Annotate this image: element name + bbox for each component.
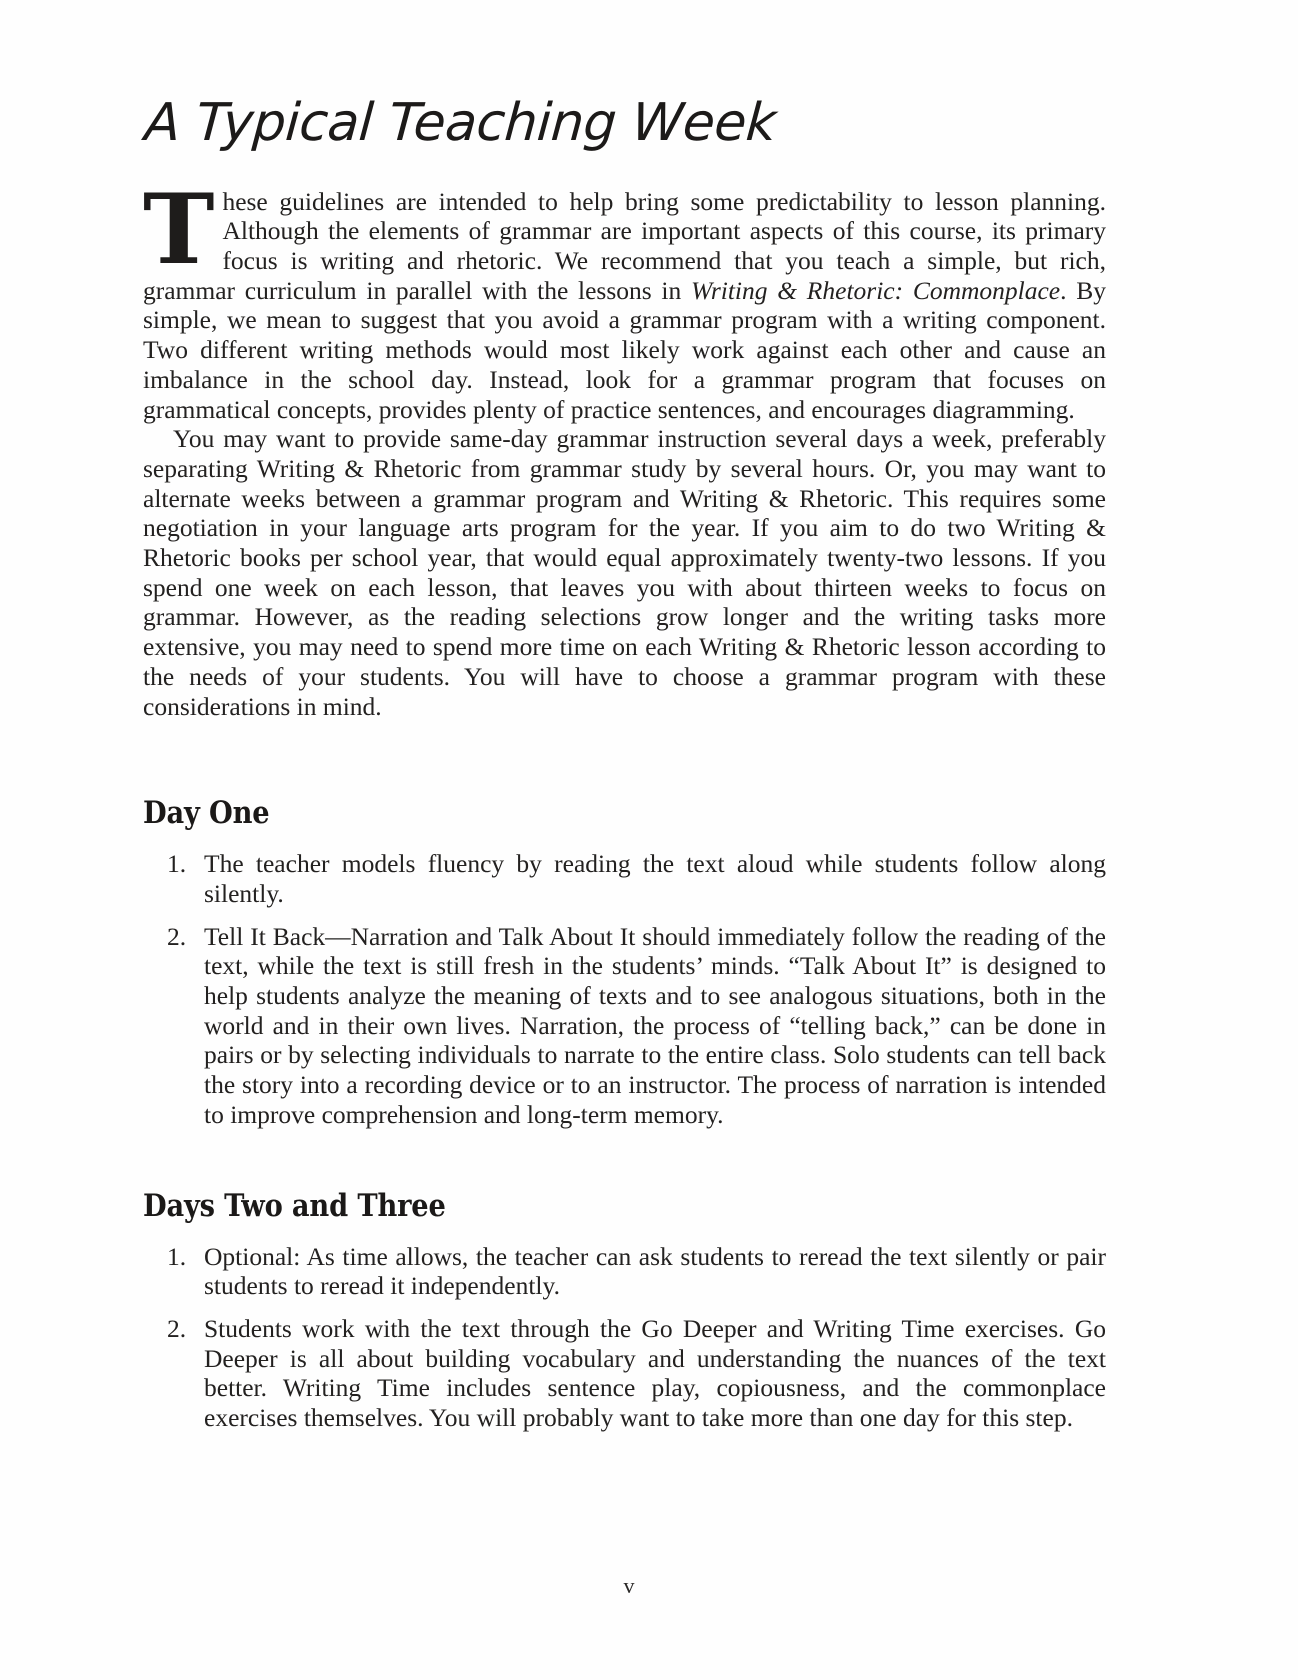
page-content [142, 93, 1106, 1433]
intro-paragraph-1-lead: hese guidelines are intended to help bring some predictability to lesson planning. Although the elements of grammar are important aspects of this course, its primary focus is writing and rhetoric. We recommend that you teach a simple, but rich, grammar curriculum in parallel with the lessons in [143, 186, 1106, 305]
drop-cap: T [143, 172, 213, 286]
day-one-step-list [143, 849, 1106, 1129]
list-item-text: Tell It Back—Narration and Talk About It should immediately follow the reading of the text, while the text is still fresh in the students’ minds. “Talk About It” is designed to help students analyze the meaning of texts and to see analogous situations, both in the world and in their own lives. Narration, the process of “telling back,” can be done in pairs or by selecting individuals to narrate to the entire class. Solo students can tell back the story into a recording device or to an instructor. The process of narration is intended to improve comprehension and long-term memory. [204, 921, 1106, 1129]
list-item-number: 2. [167, 921, 187, 951]
list-item-number: 2. [167, 1313, 187, 1343]
intro-paragraph-1 [143, 172, 1106, 425]
list-item-number: 1. [167, 1241, 187, 1271]
section-heading-day-one: Day One [143, 795, 270, 832]
book-title: Writing & Rhetoric: Commonplace [691, 275, 1061, 305]
section-days-two-and-three [143, 1188, 1106, 1433]
list-item [143, 1314, 1106, 1433]
list-item-text: The teacher models fluency by reading the text aloud while students follow along silently. [204, 849, 1106, 908]
section-heading-days-two-and-three: Days Two and Three [143, 1187, 446, 1224]
list-item [143, 849, 1106, 908]
list-item-number: 1. [167, 849, 187, 879]
list-item [143, 922, 1106, 1130]
days-two-three-step-list [143, 1242, 1106, 1433]
section-day-one [143, 795, 1106, 1129]
page-number: v [623, 1573, 635, 1598]
intro-paragraph-1-tail: . By simple, we mean to suggest that you avoid a grammar program with a writing component. Two different writing methods would most likely work against each other and cause an imbalance in the school day. Instead, look for a grammar program that focuses on grammatical concepts, provides plenty of practice sentences, and encourages diagramming. [143, 275, 1106, 424]
list-item-text: Students work with the text through the Go Deeper and Writing Time exercises. Go Deeper is all about building vocabulary and understanding the nuances of the text better. Writing Time includes sentence play, copiousness, and the commonplace exercises themselves. You will probably want to take more than one day for this step. [204, 1313, 1106, 1433]
page-title: A Typical Teaching Week [142, 93, 778, 153]
list-item [143, 1242, 1106, 1301]
list-item-text: Optional: As time allows, the teacher can ask students to reread the text silently or pair students to reread it independently. [204, 1241, 1106, 1301]
intro-paragraph-2: You may want to provide same-day grammar instruction several days a week, preferably separating Writing & Rhetoric from grammar study by several hours. Or, you may want to alternate weeks between a grammar program and Writing & Rhetoric. This requires some negotiation in your language arts program for the year. If you aim to do two Writing & Rhetoric books per school year, that would equal approximately twenty-two lessons. If you spend one week on each lesson, that leaves you with about thirteen weeks to focus on grammar. However, as the reading selections grow longer and the writing tasks more extensive, you may need to spend more time on each Writing & Rhetoric lesson according to the needs of your students. You will have to choose a grammar program with these considerations in mind. [143, 424, 1106, 721]
